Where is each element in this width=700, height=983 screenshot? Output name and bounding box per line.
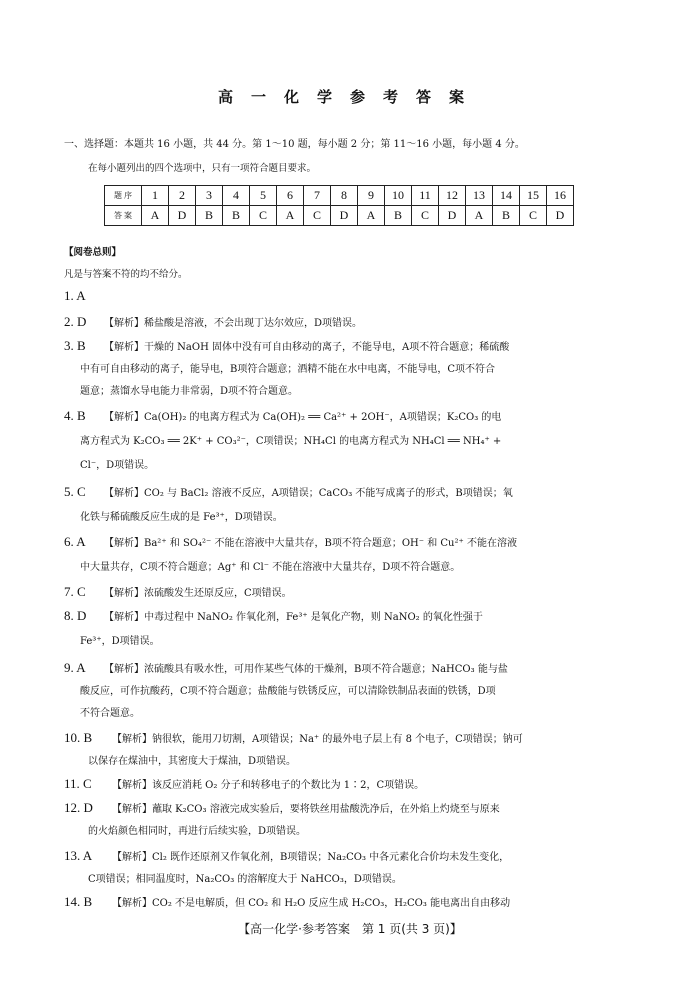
explanation-line: 以保存在煤油中，其密度大于煤油，D项错误。 (88, 756, 297, 767)
explanation-line: 酸反应，可作抗酸药，C项不符合题意；盐酸能与铁锈反应，可以清除铁制品表面的铁锈，D项 (80, 686, 496, 697)
explanation-line: 化铁与稀硫酸反应生成的是 Fe³⁺，D项错误。 (80, 512, 283, 523)
question-answer: 3. B (64, 338, 86, 353)
question-number-cell: 3 (196, 186, 223, 206)
explanation-line: 【解析】该反应消耗 O₂ 分子和转移电子的个数比为 1∶2，C项错误。 (112, 780, 425, 791)
answer-cell: C (250, 206, 277, 226)
explanation-line: 【解析】Ca(OH)₂ 的电离方程式为 Ca(OH)₂ ══ Ca²⁺ + 2OH⁻，A项错误；K₂CO₃ 的电 (104, 412, 502, 423)
page-footer: 【高一化学·参考答案 第 1 页(共 3 页)】 (238, 922, 462, 936)
question-answer: 4. B (64, 408, 86, 423)
explanation-line: C项错误；相同温度时，Na₂CO₃ 的溶解度大于 NaHCO₃，D项错误。 (88, 874, 402, 885)
question-number-cell: 15 (520, 186, 547, 206)
answer-cell: D (331, 206, 358, 226)
question-number-cell: 6 (277, 186, 304, 206)
explanation-line: Fe³⁺，D项错误。 (80, 636, 160, 647)
explanation-line: 【解析】Ba²⁺ 和 SO₄²⁻ 不能在溶液中大量共存，B项不符合题意；OH⁻ 和 Cu²⁺ 不能在溶液 (104, 538, 517, 549)
question-number-cell: 5 (250, 186, 277, 206)
question-number-cell: 4 (223, 186, 250, 206)
explanation-line: Cl⁻，D项错误。 (80, 460, 155, 471)
page-title: 高一化学参考答案 (217, 88, 482, 106)
answer-cell: B (493, 206, 520, 226)
question-answer: 7. C (64, 584, 86, 599)
question-number-cell: 9 (358, 186, 385, 206)
answer-cell: A (142, 206, 169, 226)
answer-cell: C (520, 206, 547, 226)
explanation-line: 中大量共存，C项不符合题意；Ag⁺ 和 Cl⁻ 不能在溶液中大量共存，D项不符合题意。 (80, 562, 461, 573)
answer-table-row-label: 答 案 (105, 206, 142, 226)
question-answer: 8. D (64, 608, 87, 623)
question-answer: 1. A (64, 288, 86, 303)
question-number-cell: 2 (169, 186, 196, 206)
question-number-cell: 8 (331, 186, 358, 206)
question-number-cell: 1 (142, 186, 169, 206)
question-answer: 6. A (64, 534, 86, 549)
question-number-cell: 12 (439, 186, 466, 206)
answer-cell: D (169, 206, 196, 226)
question-number-cell: 13 (466, 186, 493, 206)
question-answer: 5. C (64, 484, 86, 499)
question-number-cell: 7 (304, 186, 331, 206)
grading-rules-text: 凡是与答案不符的均不给分。 (64, 269, 188, 280)
question-answer: 12. D (64, 800, 93, 815)
answer-table-number-row (105, 186, 574, 206)
answer-cell: D (547, 206, 574, 226)
explanation-line: 【解析】浓硫酸具有吸水性，可用作某些气体的干燥剂，B项不符合题意；NaHCO₃ 能与盐 (104, 664, 508, 675)
explanation-line: 的火焰颜色相同时，再进行后续实验，D项错误。 (88, 826, 307, 837)
answer-cell: C (304, 206, 331, 226)
explanation-line: 离方程式为 K₂CO₃ ══ 2K⁺ + CO₃²⁻，C项错误；NH₄Cl 的电离方程式为 NH₄Cl ══ NH₄⁺ + (80, 436, 502, 447)
section-subheading: 在每小题列出的四个选项中，只有一项符合题目要求。 (88, 163, 317, 174)
answer-cell: B (385, 206, 412, 226)
question-answer: 9. A (64, 660, 86, 675)
explanation-line: 【解析】Cl₂ 既作还原剂又作氧化剂，B项错误；Na₂CO₃ 中各元素化合价均未发生变化， (112, 852, 510, 863)
explanation-line: 【解析】中毒过程中 NaNO₂ 作氧化剂，Fe³⁺ 是氧化产物，则 NaNO₂ 的氧化性强于 (104, 612, 483, 623)
answer-cell: B (223, 206, 250, 226)
question-number-cell: 10 (385, 186, 412, 206)
answer-cell: A (277, 206, 304, 226)
explanation-line: 【解析】CO₂ 不是电解质，但 CO₂ 和 H₂O 反应生成 H₂CO₃，H₂CO₃ 能电离出自由移动 (112, 898, 511, 909)
explanation-line: 【解析】浓硫酸发生还原反应，C项错误。 (104, 588, 292, 599)
explanation-line: 【解析】钠很软，能用刀切割，A项错误；Na⁺ 的最外电子层上有 8 个电子，C项错误；钠可 (112, 734, 523, 745)
explanation-line: 【解析】干燥的 NaOH 固体中没有可自由移动的离子，不能导电，A项不符合题意；稀硫酸 (104, 342, 510, 353)
answer-cell: A (466, 206, 493, 226)
section-heading: 一、选择题：本题共 16 小题，共 44 分。第 1～10 题，每小题 2 分；第 11～16 小题，每小题 4 分。 (64, 139, 525, 150)
answer-cell: A (358, 206, 385, 226)
answer-table-answer-row (105, 206, 574, 226)
explanation-line: 【解析】稀盐酸是溶液，不会出现丁达尔效应，D项错误。 (104, 318, 363, 329)
question-answer: 13. A (64, 848, 93, 863)
question-answer: 11. C (64, 776, 92, 791)
answer-cell: C (412, 206, 439, 226)
answer-cell: B (196, 206, 223, 226)
question-answer: 10. B (64, 730, 93, 745)
question-number-cell: 14 (493, 186, 520, 206)
answer-table (104, 185, 574, 226)
explanation-line: 题意；蒸馏水导电能力非常弱，D项不符合题意。 (80, 386, 299, 397)
explanation-line: 【解析】蘸取 K₂CO₃ 溶液完成实验后，要将铁丝用盐酸洗净后，在外焰上灼烧至与原来 (112, 804, 500, 815)
question-answer: 14. B (64, 894, 93, 909)
question-answer: 2. D (64, 314, 87, 329)
explanation-line: 【解析】CO₂ 与 BaCl₂ 溶液不反应，A项错误；CaCO₃ 不能写成离子的形式，B项错误；氧 (104, 488, 513, 499)
question-number-cell: 16 (547, 186, 574, 206)
answer-cell: D (439, 206, 466, 226)
grading-rules-heading: 【阅卷总则】 (64, 247, 122, 258)
explanation-line: 不符合题意。 (80, 708, 140, 719)
answer-table-row-label: 题 序 (105, 186, 142, 206)
explanation-line: 中有可自由移动的离子，能导电，B项符合题意；酒精不能在水中电离，不能导电，C项不符合 (80, 364, 495, 375)
question-number-cell: 11 (412, 186, 439, 206)
